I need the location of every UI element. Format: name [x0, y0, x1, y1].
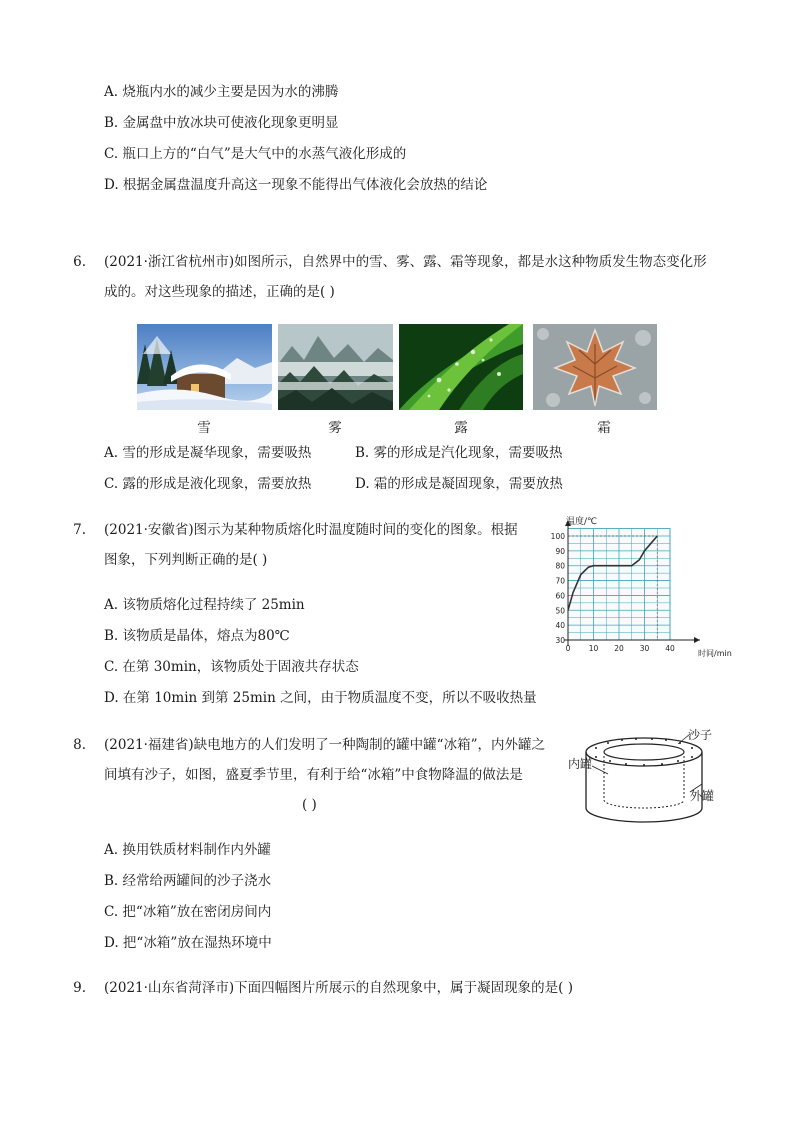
- q8-option-d: D. 把“冰箱”放在湿热环境中: [104, 935, 272, 951]
- inner-jar-top: [604, 744, 684, 760]
- inner-jar-label: 内罐: [568, 757, 593, 771]
- q6-stem-line1: (2021·浙江省杭州市)如图所示，自然界中的雪、雾、露、霜等现象，都是水这种物质发生物态变化形: [104, 254, 707, 270]
- q8-number: 8.: [73, 737, 86, 753]
- q8-option-b: B. 经常给两罐间的沙子浇水: [104, 873, 272, 889]
- caption-fog: 雾: [328, 420, 342, 436]
- outer-jar-label: 外罐: [690, 789, 715, 803]
- fog-photo: [278, 324, 393, 410]
- q8-stem-line2: 间填有沙子，如图，盛夏季节里，有利于给“冰箱”中食物降温的做法是: [104, 767, 523, 783]
- x-tick-label: 40: [665, 644, 675, 653]
- q6-option-d: D. 霜的形成是凝固现象，需要放热: [355, 476, 563, 492]
- q8-option-c: C. 把“冰箱”放在密闭房间内: [104, 904, 272, 920]
- melting-curve-chart: [540, 512, 740, 660]
- inner-pointer: [592, 766, 608, 774]
- q7-option-b: B. 该物质是晶体，熔点为80℃: [104, 628, 290, 644]
- q6-stem-line2: 成的。对这些现象的描述，正确的是( ): [104, 284, 335, 300]
- y-tick-label: 60: [555, 591, 565, 601]
- jar-in-jar-diagram: [566, 726, 736, 826]
- q7-number: 7.: [73, 522, 86, 538]
- q9-number: 9.: [73, 980, 86, 996]
- q5-option-d: D. 根据金属盘温度升高这一现象不能得出气体液化会放热的结论: [104, 177, 488, 193]
- x-tick-label: 10: [588, 644, 599, 653]
- q6-option-a: A. 雪的形成是凝华现象，需要吸热: [104, 445, 312, 461]
- x-tick-label: 30: [639, 644, 650, 653]
- q6-option-c: C. 露的形成是液化现象，需要放热: [104, 476, 312, 492]
- q5-option-a: A. 烧瓶内水的减少主要是因为水的沸腾: [104, 84, 339, 100]
- x-tick-label: 0: [565, 644, 571, 653]
- q9-stem-line1: (2021·山东省菏泽市)下面四幅图片所展示的自然现象中，属于凝固现象的是( ): [104, 980, 574, 996]
- y-tick-label: 80: [555, 561, 565, 571]
- q8-stem-line1: (2021·福建省)缺电地方的人们发明了一种陶制的罐中罐“冰箱”，内外罐之: [104, 737, 545, 753]
- q6-number: 6.: [73, 254, 86, 270]
- y-axis-label: 温度/℃: [566, 517, 598, 527]
- q8-stem-line3: ( ): [302, 797, 317, 813]
- sand-label: 沙子: [688, 728, 713, 742]
- q7-option-a: A. 该物质熔化过程持续了 25min: [104, 597, 305, 613]
- q5-option-c: C. 瓶口上方的“白气”是大气中的水蒸气液化形成的: [104, 146, 407, 162]
- y-tick-label: 30: [555, 636, 565, 645]
- q5-option-b: B. 金属盘中放冰块可使液化现象更明显: [104, 115, 339, 131]
- y-tick-label: 70: [555, 576, 565, 586]
- frost-photo: [533, 324, 657, 410]
- x-tick-label: 20: [614, 644, 624, 653]
- caption-frost: 霜: [597, 420, 611, 436]
- y-tick-label: 50: [555, 606, 565, 616]
- y-tick-label: 40: [555, 621, 565, 631]
- dew-photo: [399, 324, 523, 410]
- caption-dew: 露: [454, 420, 468, 436]
- q7-stem-line1: (2021·安徽省)图示为某种物质熔化时温度随时间的变化的图象。根据: [104, 522, 518, 538]
- chart-grid: [568, 529, 670, 640]
- x-axis-label: 时间/min: [698, 649, 732, 658]
- sand-dots: [595, 738, 693, 766]
- y-tick-label: 90: [555, 546, 565, 556]
- q6-option-b: B. 雾的形成是汽化现象，需要吸热: [355, 445, 563, 461]
- q7-option-d: D. 在第 10min 到第 25min 之间，由于物质温度不变，所以不吸收热量: [104, 690, 537, 706]
- q7-stem-line2: 图象，下列判断正确的是( ): [104, 552, 268, 568]
- q8-option-a: A. 换用铁质材料制作内外罐: [104, 842, 271, 858]
- outer-jar-bottom: [586, 808, 702, 822]
- y-tick-label: 100: [550, 532, 565, 541]
- snow-photo: [137, 324, 272, 410]
- q7-option-c: C. 在第 30min，该物质处于固液共存状态: [104, 659, 359, 675]
- inner-jar-bottom: [604, 800, 684, 808]
- x-axis-arrow: [694, 637, 700, 643]
- caption-snow: 雪: [197, 420, 211, 436]
